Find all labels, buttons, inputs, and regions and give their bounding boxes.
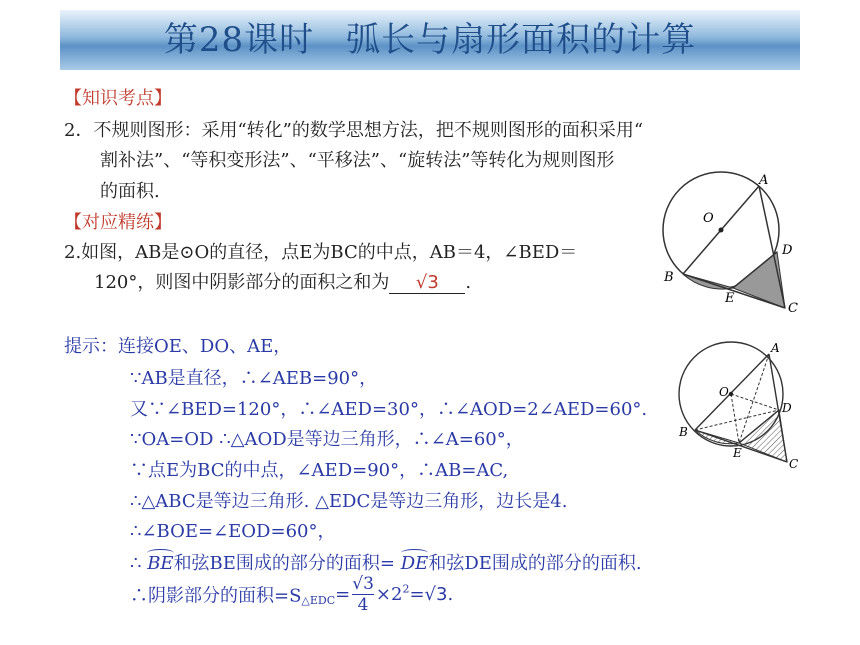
power-exponent: 2 bbox=[402, 582, 410, 596]
hint-line-8-start: ∴ bbox=[130, 553, 142, 574]
fraction-numerator: √3 bbox=[352, 574, 374, 594]
label-o: O bbox=[703, 211, 714, 226]
knowledge-line-2: 割补法”、“等积变形法”、“平移法”、“旋转法”等转化为规则图形 bbox=[100, 150, 615, 171]
label-d: D bbox=[782, 243, 793, 258]
arc-de: DE bbox=[400, 553, 429, 574]
hint-result: √3 bbox=[424, 584, 448, 605]
label-o-2: O bbox=[719, 385, 729, 399]
hint-end: . bbox=[447, 584, 454, 605]
label-c: C bbox=[788, 301, 798, 316]
hint-line-8 bbox=[130, 549, 642, 575]
label-e: E bbox=[725, 291, 735, 306]
knowledge-heading: 【知识考点】 bbox=[64, 88, 172, 109]
fraction-denominator: 4 bbox=[357, 595, 369, 615]
geometry-figure-2 bbox=[675, 338, 805, 473]
hint-line-1: 提示：连接OE、DO、AE， bbox=[64, 336, 292, 357]
knowledge-line-3: 的面积. bbox=[100, 181, 160, 202]
label-b: B bbox=[664, 270, 674, 285]
label-d-2: D bbox=[782, 401, 792, 415]
hint-equals: = bbox=[335, 584, 351, 605]
hint-line-2: ∵AB是直径，∴∠AEB=90°， bbox=[130, 368, 378, 389]
title-banner bbox=[60, 10, 800, 70]
center-point bbox=[719, 228, 724, 233]
exercise-line-2 bbox=[94, 268, 471, 294]
exercise-period: . bbox=[465, 272, 472, 293]
hint-times: ×2 bbox=[375, 584, 403, 605]
title-lesson: 第28课时 bbox=[163, 20, 315, 60]
geometry-figure-1 bbox=[655, 170, 805, 320]
answer-blank: √3 bbox=[389, 272, 465, 294]
hint-line-8-end: 和弦DE围成的部分的面积. bbox=[428, 553, 642, 574]
hint-line-7: ∴∠BOE=∠EOD=60°， bbox=[130, 521, 336, 542]
center-point-2 bbox=[729, 392, 733, 396]
hint-line-3: 又∵∠BED=120°，∴∠AED=30°，∴∠AOD=2∠AED=60°. bbox=[130, 399, 648, 420]
knowledge-line-1: 2．不规则图形：采用“转化”的数学思想方法，把不规则图形的面积采用“ bbox=[64, 120, 644, 141]
exercise-line-2-text: 120°，则图中阴影部分的面积之和为 bbox=[94, 272, 390, 293]
label-a-2: A bbox=[771, 341, 780, 355]
hint-line-5: ∵点E为BC的中点，∠AED=90°，∴AB=AC, bbox=[130, 460, 509, 481]
exercise-heading: 【对应精练】 bbox=[64, 212, 172, 233]
title-topic: 弧长与扇形面积的计算 bbox=[346, 20, 697, 60]
label-b-2: B bbox=[679, 425, 688, 439]
hint-line-8-middle: 和弦BE围成的部分的面积= bbox=[173, 553, 396, 574]
hint-line-6: ∴△ABC是等边三角形. △EDC是等边三角形，边长是4. bbox=[130, 491, 568, 512]
fraction bbox=[352, 574, 374, 615]
hint-line-9 bbox=[130, 574, 453, 618]
area-subscript: △EDC bbox=[301, 594, 336, 608]
hint-line-4: ∵OA=OD ∴△AOD是等边三角形，∴∠A=60°， bbox=[130, 429, 524, 450]
hint-equals-2: = bbox=[409, 584, 425, 605]
label-a: A bbox=[759, 173, 769, 188]
label-e-2: E bbox=[733, 446, 742, 460]
arc-be: BE bbox=[147, 553, 174, 574]
page-title bbox=[60, 10, 800, 70]
hint-line-9-start: ∴阴影部分的面积=S bbox=[130, 585, 302, 607]
label-c-2: C bbox=[789, 457, 799, 471]
exercise-line-1: 2.如图，AB是⊙O的直径，点E为BC的中点，AB＝4，∠BED＝ bbox=[64, 242, 578, 263]
